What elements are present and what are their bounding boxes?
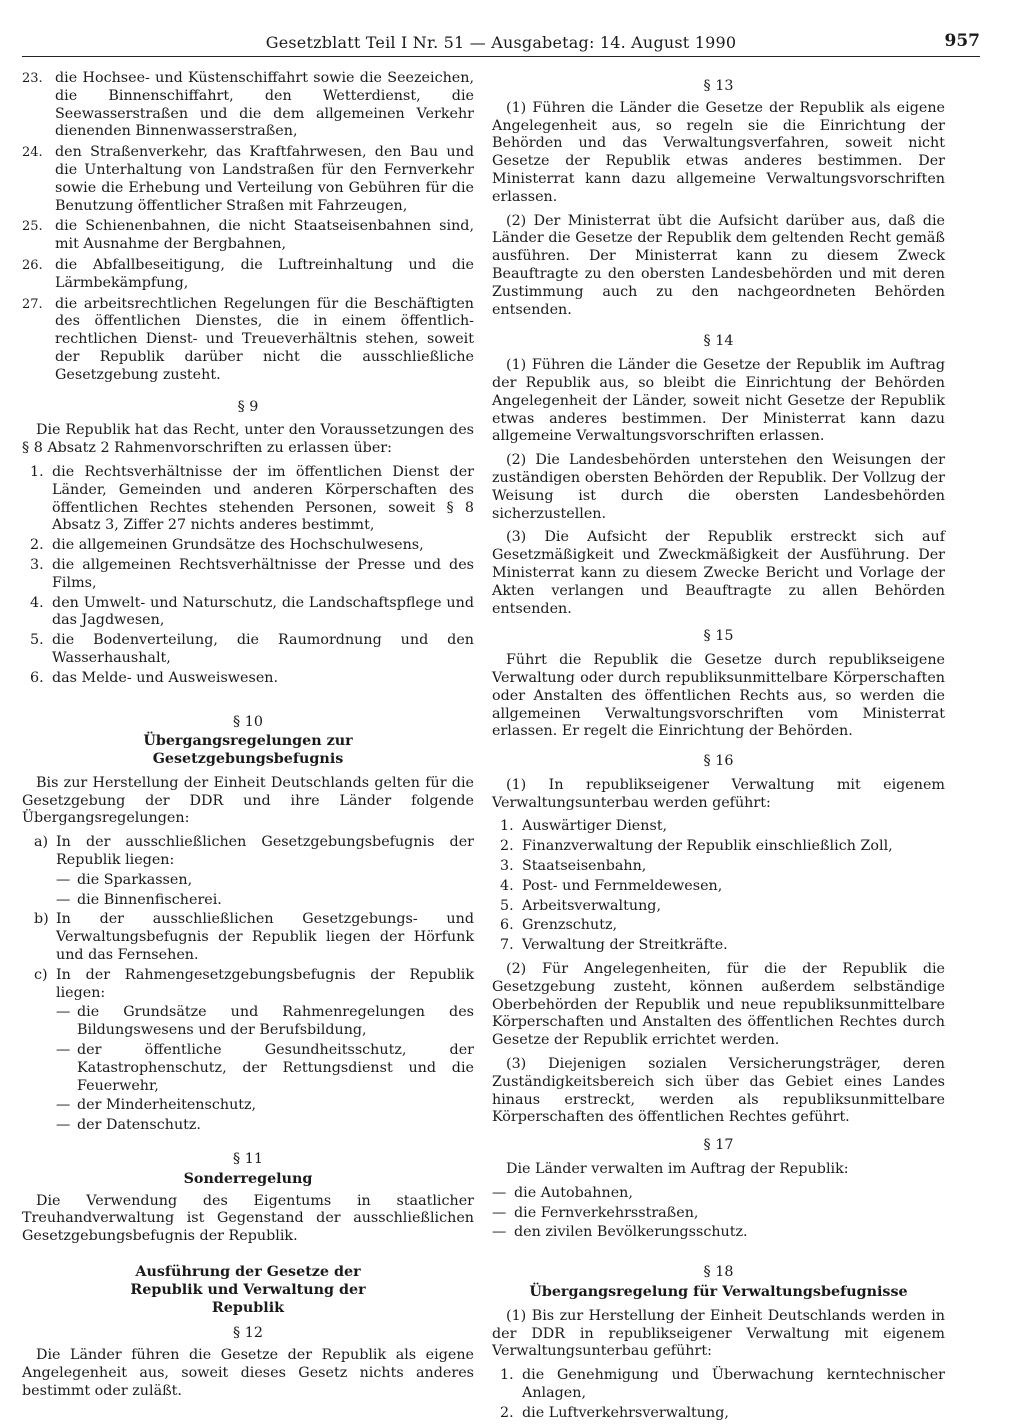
list-item xyxy=(492,818,945,836)
dash-item xyxy=(22,1004,474,1040)
item-number: 7. xyxy=(500,937,514,954)
item-number: 26. xyxy=(22,257,43,273)
dash-item xyxy=(22,1042,474,1095)
item-number: 4. xyxy=(30,594,44,611)
dash-mark: — xyxy=(492,1204,507,1221)
item-text: die arbeitsrechtlichen Regelungen für die Beschäftigten des öffentlichen Dienstes, die in einem öffentlich-rechtlichen Dienst- und Treueverhältnis stehen, soweit der Republik darüber nicht die ausschließliche Gesetzgebung zusteht. xyxy=(55,295,474,383)
item-text: der Minderheitenschutz, xyxy=(77,1097,257,1114)
section-heading-9: § 9 xyxy=(237,398,259,415)
dash-item xyxy=(22,892,474,910)
dash-mark: — xyxy=(56,1097,71,1114)
section-heading-14: § 14 xyxy=(703,333,734,350)
section-14-para-2: (2) Die Landesbehörden unterstehen den Weisungen der zuständigen obersten Behörden der Republik. Der Vollzug der Weisung ist durch die obersten Landesbehörden sicherzustellen. xyxy=(492,452,945,522)
item-text: Finanzverwaltung der Republik einschließlich Zoll, xyxy=(522,838,893,855)
item-number: 2. xyxy=(500,1404,514,1421)
item-number: 6. xyxy=(500,917,514,934)
list-item xyxy=(22,464,474,535)
item-text: Arbeitsverwaltung, xyxy=(522,897,661,914)
list-item xyxy=(492,898,945,916)
item-text: Verwaltung der Streitkräfte. xyxy=(522,937,728,954)
item-number: 25. xyxy=(22,219,43,235)
item-text: die Grundsätze und Rahmenregelungen des Bildungswesens und der Berufsbildung, xyxy=(77,1004,474,1039)
list-item xyxy=(492,937,945,955)
section-18-title: Übergangsregelung für Verwaltungsbefugnisse xyxy=(529,1284,908,1301)
item-number: 6. xyxy=(30,669,44,686)
item-number: 1. xyxy=(500,818,514,835)
dash-item xyxy=(22,1117,474,1135)
item-number: 24. xyxy=(22,145,43,161)
item-text: In der ausschließlichen Gesetzgebungs- und Verwaltungsbefugnis der Republik liegen der Hörfunk und das Fernsehen. xyxy=(56,911,474,964)
item-number: 1. xyxy=(30,463,44,480)
item-text: Staatseisenbahn, xyxy=(522,858,647,875)
section-heading-18: § 18 xyxy=(703,1264,734,1281)
item-number: 1. xyxy=(500,1367,514,1384)
dash-mark: — xyxy=(56,871,71,888)
item-text: Auswärtiger Dienst, xyxy=(522,818,668,835)
item-number: 2. xyxy=(30,537,44,554)
list-item xyxy=(22,537,474,555)
section-16-para-2: (2) Für Angelegenheiten, für die der Republik die Gesetzgebung zusteht, können außerdem selbständige Oberbehörden der Republik und neue republiksunmittelbare Körperschaften und Anstalten des öffentlichen Rechtes durch Gesetze der Republik errichtet werden. xyxy=(492,961,945,1049)
item-number: 5. xyxy=(500,897,514,914)
item-text: die Bodenverteilung, die Raumordnung und den Wasserhaushalt, xyxy=(52,632,474,666)
section-15-text: Führt die Republik die Gesetze durch republikseigene Verwaltung oder durch republiksunmittelbare Körperschaften oder Anstalten des öffentlichen Rechts aus, so werden die allgemeinen Verwaltungsvorschriften vom Ministerrat erlassen. Er regelt die Einrichtung der Behörden. xyxy=(492,652,945,740)
item-text: In der ausschließlichen Gesetzgebungsbefugnis der Republik liegen: xyxy=(56,834,474,869)
list-item xyxy=(492,1367,945,1403)
section-13-para-2: (2) Der Ministerrat übt die Aufsicht darüber aus, daß die Länder die Gesetze der Republik dem geltenden Recht gemäß ausführen. Der Ministerrat kann zu diesem Zweck Beauftragte zu den obersten Landesbehörden und mit deren Zustimmung auch zu den nachgeordneten Behörden entsenden. xyxy=(492,212,945,318)
dash-mark: — xyxy=(492,1184,507,1201)
list-item xyxy=(22,670,474,688)
item-text: die Genehmigung und Überwachung kerntechnischer Anlagen, xyxy=(522,1367,945,1401)
section-13-para-1: (1) Führen die Länder die Gesetze der Republik als eigene Angelegenheit aus, so regeln sie die Einrichtung der Behörden und das Verwaltungsverfahren, soweit nicht Gesetze der Republik etwas anderes bestimmen. Der Ministerrat kann dazu allgemeine Verwaltungsvorschriften erlassen. xyxy=(492,99,945,205)
dash-item xyxy=(492,1185,945,1203)
item-number: 5. xyxy=(30,632,44,649)
section-heading-13: § 13 xyxy=(703,78,734,94)
section-10-intro: Bis zur Herstellung der Einheit Deutschlands gelten für die Gesetzgebung der DDR und ihre Länder folgende Übergangsregelungen: xyxy=(22,774,474,827)
section-heading-16: § 16 xyxy=(703,753,734,770)
item-number: 23. xyxy=(22,71,43,86)
item-number: 3. xyxy=(500,858,514,875)
item-text: das Melde- und Ausweiswesen. xyxy=(52,669,279,686)
list-item xyxy=(22,557,474,593)
item-text: Grenzschutz, xyxy=(522,917,618,934)
part-title: Ausführung der Gesetze der Republik und Verwaltung der Republik xyxy=(130,1264,366,1316)
dash-mark: — xyxy=(492,1224,507,1241)
item-text: die allgemeinen Grundsätze des Hochschulwesens, xyxy=(52,537,424,554)
item-label: b) xyxy=(34,911,49,928)
item-text: In der Rahmengesetzgebungsbefugnis der Republik liegen: xyxy=(56,966,474,1001)
dash-item xyxy=(22,872,474,890)
dash-mark: — xyxy=(56,1117,71,1134)
section-12-text: Die Länder führen die Gesetze der Republik als eigene Angelegenheit aus, soweit dieses Gesetz nichts anderes bestimmt oder zuläßt. xyxy=(22,1347,474,1399)
item-number: 2. xyxy=(500,838,514,855)
item-text: den Umwelt- und Naturschutz, die Landschaftspflege und das Jagdwesen, xyxy=(52,594,474,629)
item-text: den zivilen Bevölkerungsschutz. xyxy=(514,1224,748,1241)
list-item xyxy=(22,967,474,1003)
section-9-intro: Die Republik hat das Recht, unter den Voraussetzungen des § 8 Absatz 2 Rahmenvorschriften zu erlassen über: xyxy=(22,422,474,457)
gazette-title: Gesetzblatt Teil I Nr. 51 — Ausgabetag: 14. August 1990 xyxy=(265,33,737,52)
item-text: Post- und Fernmeldewesen, xyxy=(522,877,723,894)
list-item xyxy=(22,632,474,668)
item-number: 3. xyxy=(30,556,44,573)
item-text: die Abfallbeseitigung, die Luftreinhaltung und die Lärmbekämpfung, xyxy=(55,256,474,291)
section-11-text: Die Verwendung des Eigentums in staatlicher Treuhandverwaltung ist Gegenstand der ausschließlichen Gesetzgebungsbefugnis der Republik. xyxy=(22,1192,474,1245)
list-item xyxy=(22,834,474,870)
dash-mark: — xyxy=(56,1004,71,1021)
item-text: die Hochsee- und Küstenschiffahrt sowie die Seezeichen, die Binnenschiffahrt, den Wetterdienst, die Seewasserstraßen und die dem allgemeinen Verkehr dienenden Binnenwasserstraßen, xyxy=(55,70,474,140)
section-16-para-3: (3) Diejenigen sozialen Versicherungsträger, deren Zuständigkeitsbereich sich über das Gebiet eines Landes hinaus erstreckt, werden als republiksunmittelbare Körperschaften des öffentlichen Rechtes geführt. xyxy=(492,1056,945,1126)
list-item xyxy=(492,1405,945,1423)
list-item xyxy=(22,218,474,254)
list-item xyxy=(22,595,474,631)
left-column xyxy=(22,70,474,1407)
dash-item xyxy=(22,1097,474,1115)
item-label: a) xyxy=(34,834,49,851)
section-17-intro: Die Länder verwalten im Auftrag der Republik: xyxy=(506,1161,849,1178)
section-heading-15: § 15 xyxy=(703,628,734,645)
right-column xyxy=(492,70,945,1425)
item-text: die Fernverkehrsstraßen, xyxy=(514,1204,699,1221)
section-18-para-1: (1) Bis zur Herstellung der Einheit Deutschlands werden in der DDR in republikseigener Verwaltung mit eigenem Verwaltungsunterbau geführt: xyxy=(492,1307,945,1360)
list-item xyxy=(492,878,945,896)
item-text: der Datenschutz. xyxy=(77,1117,201,1134)
page-number: 957 xyxy=(944,31,980,51)
section-16-para-1: (1) In republikseigener Verwaltung mit eigenem Verwaltungsunterbau werden geführt: xyxy=(492,776,945,811)
list-item xyxy=(22,70,474,141)
dash-item xyxy=(492,1205,945,1223)
item-text: der öffentliche Gesundheitsschutz, der Katastrophenschutz, der Rettungsdienst und die Feuerwehr, xyxy=(77,1042,474,1094)
section-heading-17: § 17 xyxy=(703,1137,734,1154)
section-heading-11: § 11 xyxy=(233,1151,263,1168)
item-text: die allgemeinen Rechtsverhältnisse der Presse und des Films, xyxy=(52,556,474,591)
list-item xyxy=(22,911,474,964)
section-14-para-1: (1) Führen die Länder die Gesetze der Republik im Auftrag der Republik aus, so bleibt die Einrichtung der Behörden Angelegenheit der Länder, soweit nicht Gesetze der Republik etwas anderes bestimmen. Der Ministerrat kann dazu allgemeine Verwaltungsvorschriften erlassen. xyxy=(492,357,945,445)
list-item xyxy=(492,838,945,856)
list-item xyxy=(22,296,474,385)
page-header xyxy=(22,28,980,57)
item-text: die Luftverkehrsverwaltung, xyxy=(522,1404,729,1421)
item-text: die Sparkassen, xyxy=(77,871,193,888)
section-10-title: Übergangsregelungen zur Gesetzgebungsbefugnis xyxy=(143,733,353,768)
item-text: die Schienenbahnen, die nicht Staatseisenbahnen sind, mit Ausnahme der Bergbahnen, xyxy=(55,218,474,253)
section-14-para-3: (3) Die Aufsicht der Republik erstreckt sich auf Gesetzmäßigkeit und Zweckmäßigkeit der Ausführung. Der Ministerrat kann zu diesem Zwecke Bericht und Vorlage der Akten verlangen und Beauftragte zu allen Behörden entsenden. xyxy=(492,529,945,617)
dash-mark: — xyxy=(56,1042,71,1059)
item-text: die Rechtsverhältnisse der im öffentlichen Dienst der Länder, Gemeinden und anderen Körperschaften des öffentlichen Rechtes stehenden Personen, soweit § 8 Absatz 3, Ziffer 27 nichts anderes bestimmt, xyxy=(52,463,474,534)
item-text: die Binnenfischerei. xyxy=(77,891,222,908)
list-item xyxy=(492,858,945,876)
item-label: c) xyxy=(34,966,48,983)
item-number: 27. xyxy=(22,296,43,312)
item-number: 4. xyxy=(500,877,514,894)
dash-item xyxy=(492,1224,945,1242)
section-heading-12: § 12 xyxy=(233,1325,263,1342)
item-text: den Straßenverkehr, das Kraftfahrwesen, den Bau und die Unterhaltung von Landstraßen für den Fernverkehr sowie die Erhebung und Verteilung von Gebühren für die Benutzung öffentlicher Straßen mit Fahrzeugen, xyxy=(55,144,474,214)
section-11-title: Sonderregelung xyxy=(183,1170,313,1187)
list-item xyxy=(22,144,474,215)
list-item xyxy=(492,917,945,935)
dash-mark: — xyxy=(56,891,71,908)
section-heading-10: § 10 xyxy=(233,713,263,730)
list-item xyxy=(22,257,474,293)
item-text: die Autobahnen, xyxy=(514,1184,633,1201)
